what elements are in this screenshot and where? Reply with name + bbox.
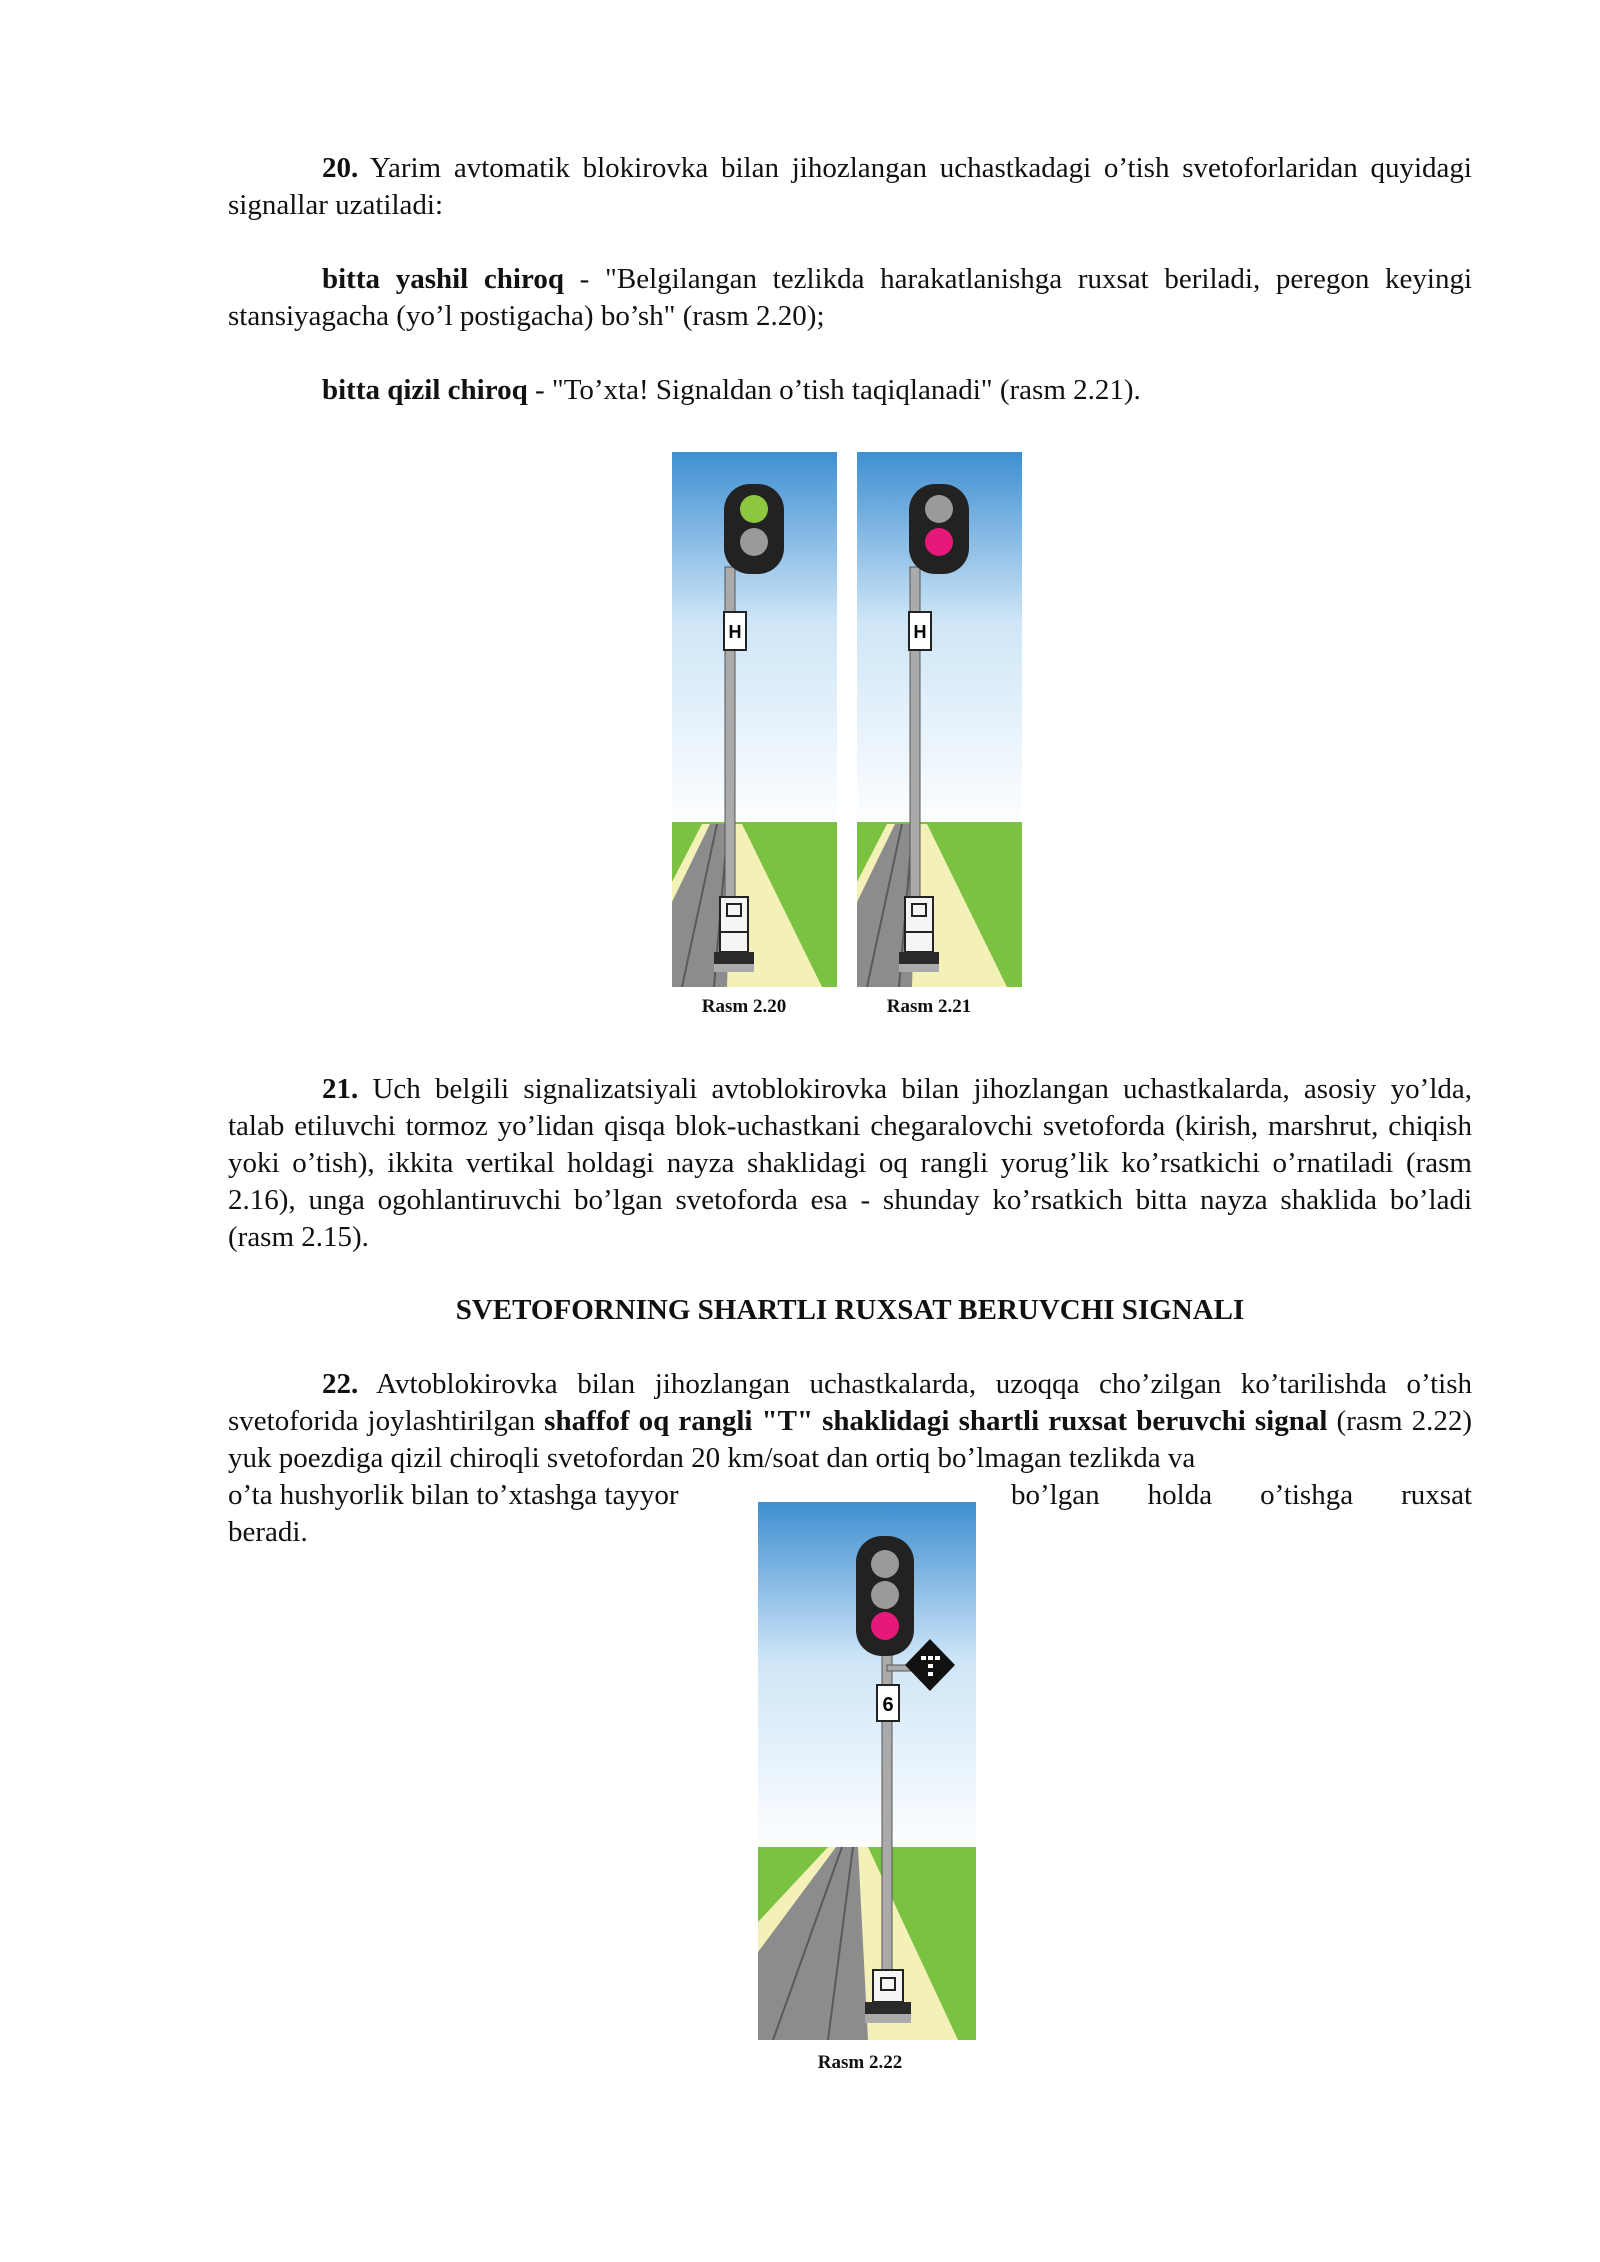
signal-green-description xyxy=(228,261,1472,335)
word: o’tishga xyxy=(1260,1479,1354,1511)
paragraph-text: Uch belgili signalizatsiyali avtoblokirovka bilan jihozlangan uchastkalarda, asosiy yo’lda, talab etiluvchi tormoz yo’lidan qisqa blok-uchastkani chegaralovchi svetoforda (kirish, marshrut, chiqish yoki o’tish), ikkita vertikal holdagi nayza shaklidagi oq rangli yorug’lik ko’rsatkichi o’rnatiladi (rasm 2.16), unga ogohlantiruvchi bo’lgan svetoforda esa - shunday ko’rsatkich bitta nayza shaklida bo’ladi (rasm 2.15). xyxy=(228,1073,1472,1253)
paragraph-text: Yarim avtomatik blokirovka bilan jihozlangan uchastkadagi o’tish svetoforlaridan quyidagi signallar uzatiladi: xyxy=(228,152,1472,221)
signal-figure-2-21 xyxy=(857,452,1022,987)
lamp-top xyxy=(925,495,953,523)
paragraph-22-line-right xyxy=(1011,1477,1472,1514)
paragraph-22-line-left: o’ta hushyorlik bilan to’xtashga tayyor xyxy=(228,1479,679,1511)
word: holda xyxy=(1147,1479,1213,1511)
term-definition: - "To’xta! Signaldan o’tish taqiqlanadi" (rasm 2.21). xyxy=(527,374,1141,406)
lamp-top xyxy=(871,1550,899,1578)
term-definition: - "Belgilangan tezlikda harakatlanishga ruxsat beriladi, peregon keyingi stansiyagacha (yo’l postigacha) bo’sh" (rasm 2.20); xyxy=(228,263,1473,332)
word: bo’lgan xyxy=(1011,1479,1100,1511)
term-red-light: bitta qizil chiroq xyxy=(322,374,528,406)
signal-figure-2-22 xyxy=(758,1502,976,2040)
signal-red-description xyxy=(228,372,1472,409)
figure-caption: Rasm 2.22 xyxy=(817,2052,903,2073)
lamp-bottom xyxy=(740,528,768,556)
lamp-middle xyxy=(871,1581,899,1609)
term-green-light: bitta yashil chiroq xyxy=(322,263,564,295)
word: ruxsat xyxy=(1401,1479,1472,1511)
paragraph-22-last-line: beradi. xyxy=(228,1516,308,1548)
plate-letter: H xyxy=(728,622,742,642)
figure-caption: Rasm 2.20 xyxy=(701,996,787,1017)
section-heading: SVETOFORNING SHARTLI RUXSAT BERUVCHI SIGNALI xyxy=(455,1294,1245,1326)
lamp-bottom xyxy=(925,528,953,556)
paragraph-number: 21. xyxy=(322,1073,359,1105)
paragraph-text: Avtoblokirovka bilan jihozlangan uchastkalarda, uzoqqa cho’zilgan ko’tarilishda o’tish svetoforida joylashtirilgan xyxy=(228,1368,1472,1437)
paragraph-bold-term: shaffof oq rangli "T" shaklidagi shartli ruxsat beruvchi signal xyxy=(544,1405,1328,1437)
lamp-top xyxy=(740,495,768,523)
paragraph-number: 22. xyxy=(322,1368,359,1400)
lamp-bottom xyxy=(871,1612,899,1640)
figure-caption: Rasm 2.21 xyxy=(886,996,972,1017)
paragraph-text: (rasm 2.22) yuk poezdiga qizil chiroqli svetofordan 20 km/soat dan ortiq bo’lmagan tezlikda va xyxy=(228,1405,1473,1474)
paragraph-number: 20. xyxy=(322,152,359,184)
plate-number: 6 xyxy=(882,1694,894,1716)
paragraph-21 xyxy=(228,1071,1472,1256)
paragraph-22 xyxy=(228,1366,1472,1477)
plate-letter: H xyxy=(913,622,927,642)
signal-figure-2-20 xyxy=(672,452,837,987)
paragraph-20 xyxy=(228,150,1472,224)
